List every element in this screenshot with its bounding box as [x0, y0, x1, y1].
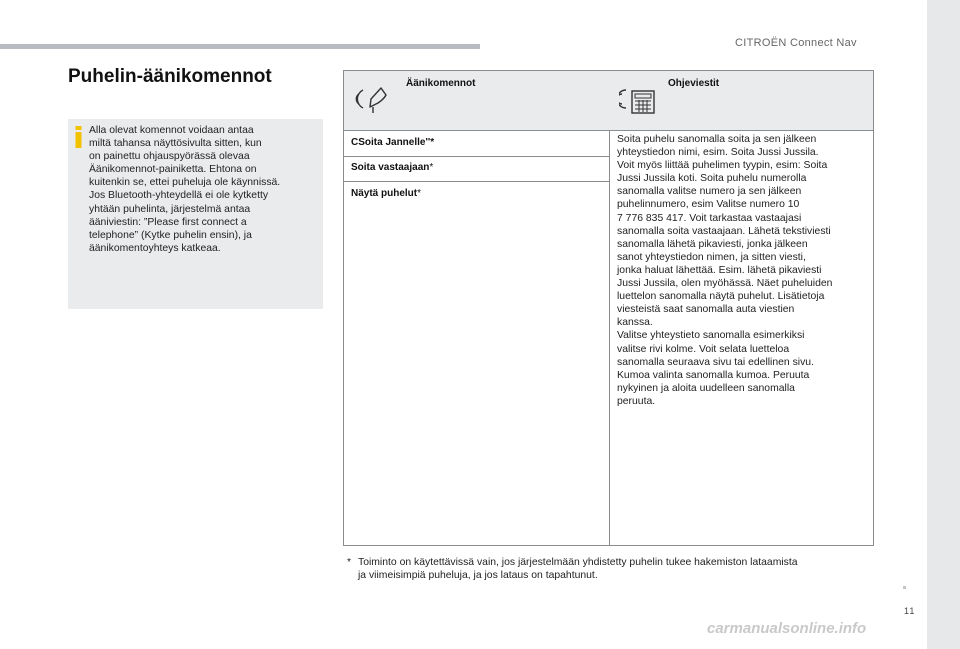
page-side-margin: [927, 0, 960, 649]
column-divider: [609, 130, 610, 545]
header-messages-label: Ohjeviestit: [668, 78, 720, 89]
footnote-marker: *: [347, 557, 352, 568]
page-marker-dot: [903, 586, 906, 589]
table-header-messages: [609, 71, 873, 130]
help-message-text: Soita puhelu sanomalla soita ja sen jälkeen yhteystiedon nimi, esim. Soita Jussi Jussila. Voit myös liittää puhelimen tyypin, esim: Soita Jussi Jussila koti. Soita puhelu numerolla sanomalla valitse numero ja sen jälkeen puhelinnumero, esim Valitse numero 10 7 776 835 417. Voit tarkastaa vastaajasi sanomalla soita vastaajaan. Lähetä tekstiviesti sanomalla lähetä pikaviesti, jonka jälkeen sanot yhteystiedon nimen, ja sitten viesti, jonka haluat lähettää. Esim. lähetä pikaviesti Jussi Jussila, olen myöhässä. Näet puheluiden luettelon sanomalla näytä puhelut. Lisätietoja viesteistä saat sanomalla auta viestien kanssa. Valitse yhteystieto sanomalla esimerkiksi valitse rivi kolme. Voit selata luetteloa sanomalla seuraava sivu tai edellinen sivu. Kumoa valinta sanomalla kumoa. Peruuta nykyinen ja aloita uudelleen sanomalla peruuta.: [617, 134, 833, 407]
page-title: Puhelin-äänikomennot: [68, 66, 272, 87]
footnote-line: Toiminto on käytettävissä vain, jos järjestelmään yhdistetty puhelin tukee hakemiston lataamista: [358, 557, 798, 568]
footnote: [347, 556, 867, 583]
info-text: Alla olevat komennot voidaan antaa miltä tahansa näyttösivulta sitten, kun on painettu ohjauspyörässä olevaa Äänikomennot-painiketta. Ehtona on kuitenkin se, ettei puheluja ole käynnissä. Jos Bluetooth-yhteydellä ei ole kytketty yhtään puhelinta, järjestelmä antaa ääniviestin: ”Please first connect a telephone” (Kytke puhelin ensin), ja äänikomentoyhteys katkeaa.: [89, 125, 281, 254]
header-commands-label: Äänikomennot: [406, 78, 476, 89]
help-message-icon: [619, 84, 659, 118]
info-box: [68, 119, 323, 309]
row-divider: [344, 181, 609, 182]
header-bar: [0, 44, 480, 49]
brand-header: CITROËN Connect Nav: [735, 37, 857, 49]
footnote-line: ja viimeisimpiä puheluja, ja jos lataus on tapahtunut.: [358, 570, 598, 582]
voice-command-table: [343, 70, 874, 546]
table-header-commands: [344, 71, 610, 130]
row-divider: [344, 156, 609, 157]
voice-command-icon: [353, 85, 393, 115]
command-call-voicemail: Soita vastaajaan*: [351, 162, 434, 173]
watermark: carmanualsonline.info: [707, 620, 867, 637]
page-number: 11: [904, 606, 916, 616]
info-icon: [75, 126, 82, 148]
command-show-calls: Näytä puhelut*: [351, 188, 422, 199]
command-call-contact: CSoita Jannelle''*: [351, 137, 435, 148]
